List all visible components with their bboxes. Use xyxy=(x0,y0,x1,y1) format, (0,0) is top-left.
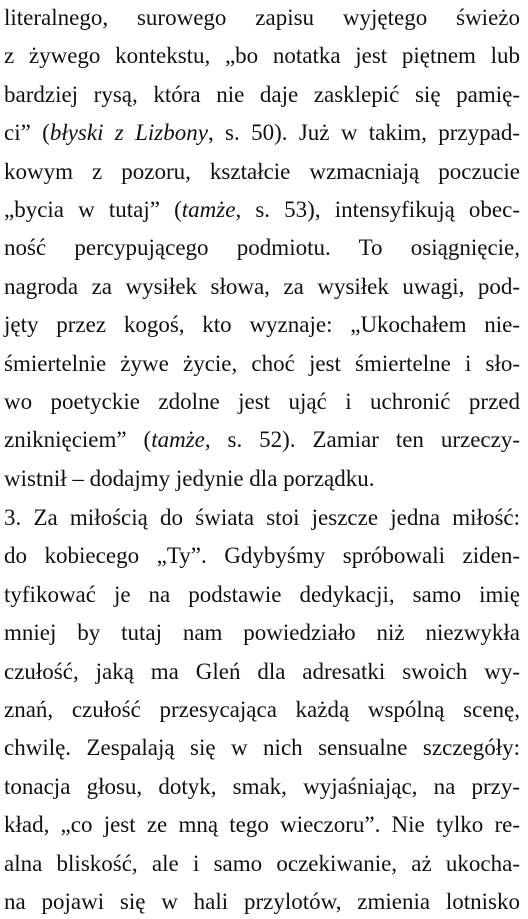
text-run: 3. Za miłością do świata stoi jeszcze jedna miłość: xyxy=(4,505,520,530)
text-run: kład, „co jest ze mną tego wieczoru”. Nie tylko re- xyxy=(4,812,520,838)
text-line xyxy=(4,154,520,189)
text-line xyxy=(4,884,520,919)
text-run: ci” ( xyxy=(4,120,50,146)
text-run: śmiertelnie żywe życie, choć jest śmiertelne i sło- xyxy=(4,350,520,376)
text-run: nagroda za wysiłek słowa, za wysiłek uwagi, pod- xyxy=(4,273,520,299)
text-line xyxy=(4,0,520,35)
text-line xyxy=(4,269,520,304)
text-run: na pojawi się w hali przylotów, zmienia lotnisko xyxy=(4,889,520,914)
text-run: znań, czułość przesycająca każdą wspólną scenę, xyxy=(4,697,520,722)
text-run: chwilę. Zespalają się w nich sensualne szczegóły: xyxy=(4,735,520,761)
text-run: kowym z pozoru, kształcie wzmacniają poczucie xyxy=(4,158,520,184)
text-run: alna bliskość, ale i samo oczekiwanie, aż ukocha- xyxy=(4,850,520,876)
text-line xyxy=(4,730,520,765)
italic-title: tamże xyxy=(151,427,205,453)
text-line xyxy=(4,615,520,650)
text-run: „bycia w tutaj” ( xyxy=(4,197,182,222)
text-run: tonacja głosu, dotyk, smak, wyjaśniając, na przy- xyxy=(4,773,520,799)
text-run: , s. 52). Zamiar ten urzeczy- xyxy=(204,427,520,453)
text-run: czułość, jaką ma Gleń dla adresatki swoich wy- xyxy=(4,658,520,684)
text-run: z żywego kontekstu, „bo notatka jest piętnem lub xyxy=(4,43,520,69)
text-line xyxy=(4,115,520,150)
text-line xyxy=(4,769,520,804)
text-line xyxy=(4,307,520,342)
text-line xyxy=(4,384,520,419)
text-run: wistnił – dodajmy jedynie dla porządku. xyxy=(4,465,375,491)
text-run: , s. 53), intensyfikują obec- xyxy=(235,197,521,222)
text-line xyxy=(4,38,520,73)
text-line xyxy=(4,692,520,727)
text-run: tyfikować je na podstawie dedykacji, samo imię xyxy=(4,581,520,607)
text-line xyxy=(4,461,520,496)
text-run: literalnego, surowego zapisu wyjętego świeżo xyxy=(4,5,520,30)
text-line xyxy=(4,230,520,265)
text-line xyxy=(4,500,520,535)
text-line xyxy=(4,577,520,612)
text-line xyxy=(4,422,520,457)
text-line xyxy=(4,538,520,573)
text-line xyxy=(4,346,520,381)
text-run: , s. 50). Już w takim, przypad- xyxy=(207,120,520,146)
text-run: bardziej rysą, która nie daje zasklepić się pamię- xyxy=(4,81,520,107)
text-run: wo poetyckie zdolne jest ująć i uchronić przed xyxy=(4,389,520,414)
text-line xyxy=(4,654,520,689)
text-line xyxy=(4,807,520,842)
text-run: ność percypującego podmiotu. To osiągnięcie, xyxy=(4,235,520,261)
italic-title: błyski z Lizbony xyxy=(49,120,208,146)
text-run: jęty przez kogoś, kto wyznaje: „Ukochałem nie- xyxy=(4,312,520,338)
text-run: zniknięciem” ( xyxy=(4,427,152,453)
text-run: mniej by tutaj nam powiedziało niż niezwykła xyxy=(4,620,520,646)
text-line xyxy=(4,846,520,881)
text-run: do kobiecego „Ty”. Gdybyśmy spróbowali ziden- xyxy=(4,543,520,569)
text-line xyxy=(4,77,520,112)
text-line xyxy=(4,192,520,227)
italic-title: tamże xyxy=(181,197,236,222)
